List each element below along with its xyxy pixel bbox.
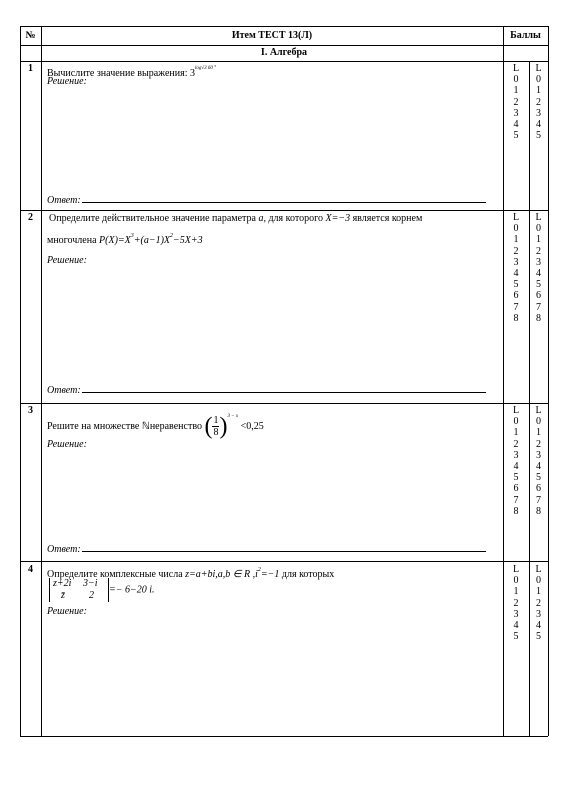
task-4-score-col-2 (529, 564, 548, 642)
score-option[interactable]: L (535, 564, 542, 575)
score-option[interactable]: 0 (536, 223, 541, 235)
task-1-expr-base: 3 (189, 68, 195, 79)
score-option[interactable]: 2 (513, 96, 519, 108)
score-option[interactable]: 8 (513, 505, 519, 517)
score-option[interactable]: L (535, 405, 542, 416)
task-1-solution-label: Решение: (47, 76, 87, 87)
task-1-answer-line[interactable] (82, 194, 486, 203)
score-option[interactable]: 6 (513, 290, 519, 302)
score-option[interactable]: 6 (513, 483, 519, 495)
score-option[interactable]: 6 (536, 483, 541, 495)
score-option[interactable]: 2 (536, 597, 541, 609)
task-3-question: Решите на множестве ℕнеравенство (47, 421, 202, 432)
table-border-bottom (20, 736, 548, 737)
score-option[interactable]: L (512, 63, 520, 74)
task-4-solution-label: Решение: (47, 606, 87, 617)
table-border-right (548, 26, 549, 736)
score-option[interactable]: L (512, 405, 520, 416)
score-option[interactable]: 0 (513, 416, 519, 428)
score-option[interactable]: 4 (513, 118, 519, 130)
score-option[interactable]: 3 (513, 256, 519, 268)
task-4-question: Определите комплексные числа (47, 569, 183, 580)
score-option[interactable]: 1 (536, 427, 541, 439)
score-option[interactable]: 3 (536, 449, 541, 461)
score-option[interactable]: 7 (536, 301, 541, 313)
score-option[interactable]: 1 (513, 586, 519, 598)
task-4-det-11: z+2i (53, 578, 72, 589)
task-4-condition (185, 569, 279, 580)
score-option[interactable]: 1 (513, 234, 519, 246)
score-option[interactable]: 8 (536, 505, 541, 517)
task-2-line-1 (49, 212, 422, 225)
score-option[interactable]: 8 (536, 312, 541, 324)
header-item: Итем ТЕСТ 13(Л) (231, 30, 313, 41)
task-4-det-22: 2 (89, 590, 94, 601)
task-2-poly-c: −5X+3 (173, 235, 203, 246)
score-option[interactable]: 0 (536, 416, 541, 428)
task-3-paren-close: ) (219, 413, 228, 440)
task-1-expression (190, 68, 216, 79)
score-option[interactable]: 1 (536, 85, 541, 97)
task-3-frac-denominator: 8 (213, 427, 219, 439)
score-option[interactable]: 5 (536, 130, 541, 142)
score-option[interactable]: 4 (536, 267, 541, 279)
row-divider-3 (20, 561, 548, 562)
score-option[interactable]: 8 (513, 312, 519, 324)
task-2-answer-label: Ответ: (47, 385, 81, 396)
task-4-det-row-1 (53, 578, 105, 590)
task-1-question: Вычислите значение выражения: (47, 68, 188, 79)
score-option[interactable]: L (512, 212, 520, 223)
score-option[interactable]: 3 (513, 449, 519, 461)
score-option[interactable]: 4 (536, 118, 541, 130)
task-2-poly-exp-1: 3 (130, 233, 134, 239)
task-2-polynomial (99, 235, 203, 246)
score-option[interactable]: 4 (513, 267, 519, 279)
score-option[interactable]: 6 (536, 290, 541, 302)
score-option[interactable]: 1 (536, 586, 541, 598)
task-3-text (47, 402, 264, 442)
score-option[interactable]: 2 (513, 597, 519, 609)
score-option[interactable]: 3 (536, 608, 541, 620)
task-3-tail: <0,25 (240, 421, 264, 432)
row-divider-1 (20, 210, 548, 211)
score-option[interactable]: 1 (536, 234, 541, 246)
task-2-solution-label: Решение: (47, 255, 87, 266)
score-option[interactable]: 0 (513, 74, 519, 86)
score-option[interactable]: 4 (536, 619, 541, 631)
score-option[interactable]: 3 (536, 107, 541, 119)
score-option[interactable]: 5 (536, 472, 541, 484)
task-4-det-21: z̄ (61, 590, 65, 601)
task-4-tail: для которых (281, 569, 335, 580)
score-option[interactable]: 2 (513, 438, 519, 450)
task-4-det-row-2 (53, 590, 105, 602)
task-1-number: 1 (28, 63, 33, 74)
task-4-cond-b: =−1 (260, 569, 280, 580)
task-2-text-a: Определите действительное значение параметра (49, 213, 256, 224)
score-option[interactable]: L (535, 212, 542, 223)
task-3-score-col-1 (503, 405, 529, 517)
table-border-left (20, 26, 21, 736)
task-4-determinant (49, 578, 109, 602)
score-option[interactable]: 2 (513, 245, 519, 257)
header-score: Баллы (510, 30, 541, 41)
score-option[interactable]: 5 (513, 279, 519, 291)
score-option[interactable]: 7 (536, 494, 541, 506)
score-option[interactable]: 2 (536, 438, 541, 450)
task-3-answer-line[interactable] (82, 543, 486, 552)
score-option[interactable]: 1 (513, 85, 519, 97)
score-option[interactable]: 5 (513, 631, 519, 643)
score-option[interactable]: 0 (536, 575, 541, 587)
score-option[interactable]: 1 (513, 427, 519, 439)
score-option[interactable]: 2 (536, 245, 541, 257)
task-4-line-2 (49, 578, 155, 602)
header-num: № (25, 30, 36, 41)
score-option[interactable]: 2 (536, 96, 541, 108)
score-option[interactable]: 3 (513, 608, 519, 620)
task-3-exponent: 3 − x (227, 414, 239, 419)
task-4-cond-a: z=a+bi,a,b ∈ R ,i (185, 569, 258, 580)
score-option[interactable]: 3 (513, 107, 519, 119)
task-1-score-col-2 (529, 63, 548, 141)
score-option[interactable]: 5 (513, 472, 519, 484)
score-option[interactable]: 7 (513, 494, 519, 506)
score-option[interactable]: 0 (513, 223, 519, 235)
score-option[interactable]: 0 (536, 74, 541, 86)
task-2-param: a, (258, 213, 266, 224)
task-1-expr-rest: 60 ° (207, 66, 217, 71)
task-3-number: 3 (28, 405, 33, 416)
task-3-score-col-2 (529, 405, 548, 517)
task-3-paren-open: ( (204, 413, 213, 440)
task-2-line-2 (47, 230, 203, 247)
task-2-number: 2 (28, 212, 33, 223)
task-4-number: 4 (28, 564, 33, 575)
task-1-expr-log: log (194, 66, 202, 71)
task-4-cond-exp: 2 (257, 567, 261, 573)
task-3-answer-label: Ответ: (47, 544, 81, 555)
task-3-solution-label: Решение: (47, 439, 87, 450)
task-2-condition: X=−3 (325, 213, 351, 224)
task-2-text-c: является корнем (352, 213, 423, 224)
score-option[interactable]: 5 (536, 631, 541, 643)
task-2-poly-a: P(X)=X (99, 235, 131, 246)
score-option[interactable]: 4 (536, 460, 541, 472)
task-2-poly-exp-2: 2 (170, 233, 174, 239)
score-option[interactable]: L (512, 564, 520, 575)
score-option[interactable]: 0 (513, 575, 519, 587)
score-option[interactable]: L (535, 63, 542, 74)
task-3-answer (47, 543, 486, 555)
task-1-expr-sub: √3 (201, 66, 207, 71)
task-2-text-d: многочлена (47, 235, 97, 246)
section-title: I. Алгебра (260, 47, 308, 58)
task-2-text-b: для которого (268, 213, 323, 224)
task-4-rhs: =− 6−20 i. (109, 584, 155, 596)
task-1-answer (47, 194, 486, 206)
task-1-answer-label: Ответ: (47, 195, 81, 206)
task-1-score-col-1 (503, 63, 529, 141)
task-3-frac-numerator: 1 (213, 415, 219, 427)
task-2-answer-line[interactable] (82, 384, 486, 393)
score-option[interactable]: 5 (536, 279, 541, 291)
score-option[interactable]: 4 (513, 619, 519, 631)
task-4-det-12: 3−i (83, 578, 98, 589)
column-divider-num (41, 26, 42, 736)
task-4-score-col-1 (503, 564, 529, 642)
task-2-score-col-1 (503, 212, 529, 324)
score-option[interactable]: 7 (513, 301, 519, 313)
score-option[interactable]: 5 (513, 130, 519, 142)
task-2-poly-b: +(a−1)X (133, 235, 171, 246)
task-2-score-col-2 (529, 212, 548, 324)
test-sheet (20, 26, 548, 736)
score-option[interactable]: 3 (536, 256, 541, 268)
score-option[interactable]: 4 (513, 460, 519, 472)
task-2-answer (47, 384, 486, 396)
